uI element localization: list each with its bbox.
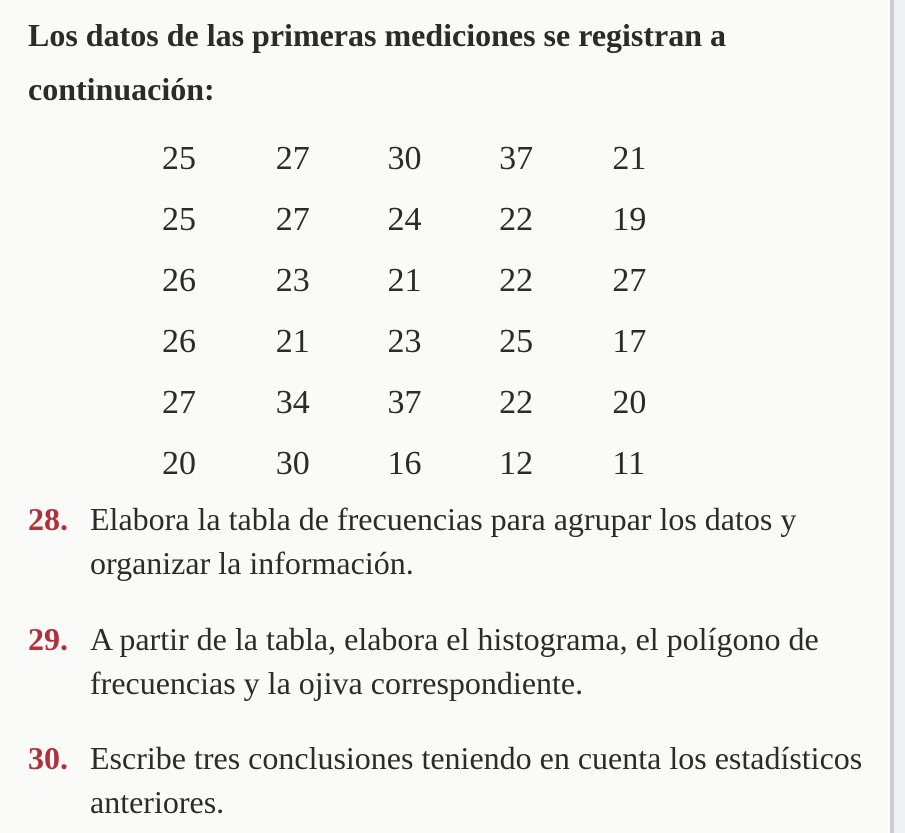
data-cell: 19 (612, 200, 647, 238)
data-row (150, 128, 670, 189)
data-cell: 27 (162, 383, 196, 421)
page-margin (894, 0, 905, 833)
data-cell: 23 (387, 322, 422, 360)
data-cell: 27 (275, 200, 310, 238)
data-cell: 27 (275, 139, 310, 177)
data-cell: 21 (275, 322, 310, 360)
data-cell: 12 (499, 444, 534, 482)
data-cell: 25 (162, 200, 196, 238)
exercise-number: 30. (28, 740, 68, 776)
data-cell: 34 (275, 383, 310, 421)
exercise-29 (28, 617, 878, 705)
exercise-text: A partir de la tabla, elabora el histograma, el polígono de frecuencias y la ojiva correspondiente. (90, 621, 819, 701)
data-cell: 27 (612, 261, 647, 299)
data-cell: 24 (387, 200, 422, 238)
data-cell: 30 (275, 444, 310, 482)
intro-text: Los datos de las primeras mediciones se registran a continuación: (28, 17, 727, 107)
data-cell: 16 (387, 444, 422, 482)
data-cell: 37 (387, 383, 422, 421)
exercise-number: 28. (28, 501, 68, 537)
data-cell: 26 (162, 261, 196, 299)
data-cell: 23 (275, 261, 310, 299)
data-cell: 21 (612, 139, 647, 177)
data-row (150, 250, 670, 311)
data-cell: 11 (612, 444, 646, 482)
exercise-30 (28, 736, 878, 824)
exercise-text: Escribe tres conclusiones teniendo en cuenta los estadísticos anteriores. (90, 740, 863, 820)
data-cell: 25 (162, 139, 196, 177)
exercise-number: 29. (28, 621, 68, 657)
data-cell: 25 (499, 322, 534, 360)
data-row (150, 372, 670, 433)
exercise-28 (28, 497, 878, 585)
data-cell: 20 (612, 383, 647, 421)
data-cell: 22 (499, 383, 534, 421)
data-cell: 37 (499, 139, 534, 177)
data-cell: 21 (387, 261, 422, 299)
data-cell: 17 (612, 322, 647, 360)
data-row (150, 433, 670, 494)
data-cell: 30 (387, 139, 422, 177)
data-cell: 22 (499, 261, 534, 299)
data-cell: 26 (162, 322, 196, 360)
exercise-text: Elabora la tabla de frecuencias para agrupar los datos y organizar la información. (90, 501, 797, 581)
data-cell: 20 (162, 444, 196, 482)
data-cell: 22 (499, 200, 534, 238)
data-row (150, 311, 670, 372)
data-row (150, 189, 670, 250)
measurement-data-grid (150, 128, 670, 494)
